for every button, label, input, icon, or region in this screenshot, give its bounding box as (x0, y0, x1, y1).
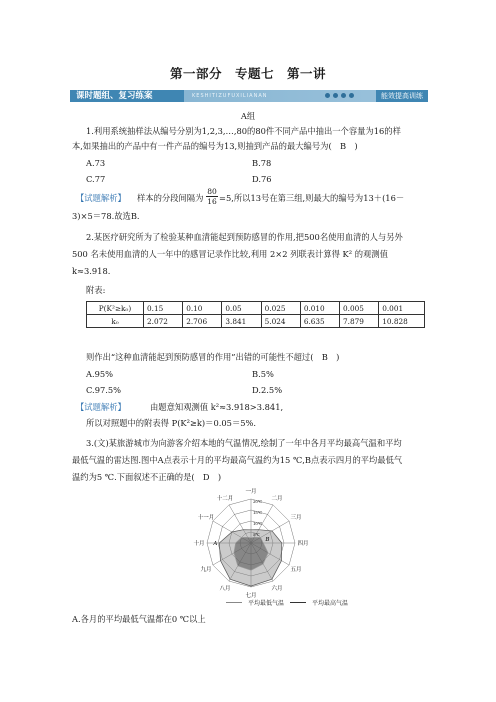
q1-fraction (206, 187, 218, 206)
table-cell: 2.706 (183, 315, 222, 328)
table-row (87, 302, 425, 315)
q2-analysis-line1: 由题意知观测值 k²≈3.918>3.841, (150, 402, 284, 412)
radar-month-label: 三月 (290, 515, 302, 521)
radar-scale-label: 20℃ (253, 499, 263, 504)
q2-line1: 2.某医疗研究所为了检验某种血清能起到预防感冒的作用,把500名使用血清的人与另外 (86, 232, 403, 242)
legend-high-label: 平均最高气温 (312, 600, 349, 607)
radar-chart (186, 483, 316, 607)
banner-right-label: 能效提高训练 (376, 90, 428, 102)
q2-table-caption: 附表: (86, 285, 106, 295)
q2-line2: 500 名未使用血清的人一年中的感冒记录作比较,利用 2×2 列联表计算得 K² 的观测值 (72, 249, 388, 259)
banner-dots (325, 93, 354, 98)
q1-option-c: C.77 (86, 174, 106, 184)
table-cell: 5.024 (261, 315, 300, 328)
radar-polygons (219, 530, 281, 586)
radar-month-label: 十二月 (216, 496, 234, 502)
radar-month-label: 十一月 (197, 515, 215, 521)
q2-analysis-line2: 所以对照题中的附表得 P(K²≥k)＝0.05＝5%. (86, 418, 257, 428)
radar-month-label: 九月 (200, 567, 212, 573)
q2-option-a: A.95% (86, 369, 114, 379)
table-cell: 10.828 (379, 315, 425, 328)
table-cell: 0.005 (340, 302, 379, 315)
radar-month-label: 五月 (290, 567, 302, 573)
table-cell: 7.879 (340, 315, 379, 328)
table-cell: k₀ (87, 315, 144, 328)
q3-line3: 温约为5 ℃.下面叙述不正确的是( D ) (72, 472, 222, 482)
legend-high-swatch (290, 602, 306, 603)
q2-question: 则作出“这种血清能起到预防感冒的作用”出错的可能性不超过( B ) (86, 352, 340, 362)
q1-analysis-a: 样本的分段间隔为 (137, 193, 204, 203)
table-cell: 2.072 (144, 315, 183, 328)
table-cell: 0.15 (144, 302, 183, 315)
radar-scale-label: 10℃ (253, 521, 263, 526)
q1-fraction-numerator: 80 (207, 187, 217, 196)
critical-value-table (86, 301, 425, 328)
point-b-label: B (265, 537, 270, 543)
table-cell: 6.635 (300, 315, 339, 328)
q1-option-a: A.73 (86, 158, 106, 168)
point-a-label: A (213, 541, 218, 547)
q1-analysis-b: =5,所以13号在第三组,则最大的编号为13＋(16－ (219, 193, 405, 203)
radar-month-label: 二月 (271, 496, 283, 502)
banner-left-label: 课时题组、复习练案 (70, 90, 184, 102)
q1-analysis-label: 【试题解析】 (76, 193, 126, 203)
table-cell: 0.025 (261, 302, 300, 315)
radar-legend (226, 598, 348, 607)
radar-month-label: 六月 (271, 586, 283, 592)
q1-option-d: D.76 (252, 174, 272, 184)
table-row (87, 315, 425, 328)
radar-month-label: 八月 (219, 586, 231, 592)
q2-analysis-label: 【试题解析】 (76, 402, 126, 412)
table-cell: 0.05 (222, 302, 261, 315)
q1-option-b: B.78 (252, 158, 272, 168)
q1-fraction-denominator: 16 (207, 197, 217, 206)
table-cell: 0.010 (300, 302, 339, 315)
radar-month-label: 七月 (245, 593, 257, 599)
table-cell: 0.001 (379, 302, 425, 315)
q3-line2: 最低气温的雷达图.图中A点表示十月的平均最高气温约为15 ℃,B点表示四月的平均最低气 (72, 455, 403, 465)
q2-line3: k≈3.918. (72, 266, 111, 276)
q1-analysis-line2: 3)×5＝78.故选B. (72, 211, 140, 221)
table-cell: 0.10 (183, 302, 222, 315)
legend-low-swatch (226, 602, 242, 603)
radar-scale-label: 15℃ (253, 510, 263, 515)
table-cell: 3.841 (222, 315, 261, 328)
q1-line1: 1.利用系统抽样法从编号分别为1,2,3,…,80的80件不同产品中抽出一个容量为16的样 (86, 126, 401, 136)
table-cell: P(K²≥k₀) (87, 302, 144, 315)
radar-month-label: 四月 (297, 541, 309, 547)
group-label: A组 (240, 111, 256, 121)
radar-month-label: 一月 (245, 489, 257, 495)
radar-scale-label: 5℃ (253, 532, 260, 537)
q2-option-c: C.97.5% (86, 385, 122, 395)
q1-line2: 本,如果抽出的产品中有一件产品的编号为13,则抽到产品的最大编号为( B ) (72, 141, 358, 151)
page-title: 第一部分 专题七 第一讲 (169, 66, 326, 81)
q2-option-b: B.5% (252, 369, 274, 379)
legend-low-label: 平均最低气温 (248, 600, 285, 607)
q2-option-d: D.2.5% (252, 385, 283, 395)
radar-month-label: 十月 (193, 541, 205, 547)
banner-pinyin: KESHITIZUFUXILIANAN (192, 93, 268, 99)
q3-option-a: A.各月的平均最低气温都在0 ℃以上 (72, 614, 206, 624)
q3-line1: 3.(文)某旅游城市为向游客介绍本地的气温情况,绘制了一年中各月平均最高气温和平均 (86, 438, 402, 448)
section-banner (70, 90, 428, 102)
